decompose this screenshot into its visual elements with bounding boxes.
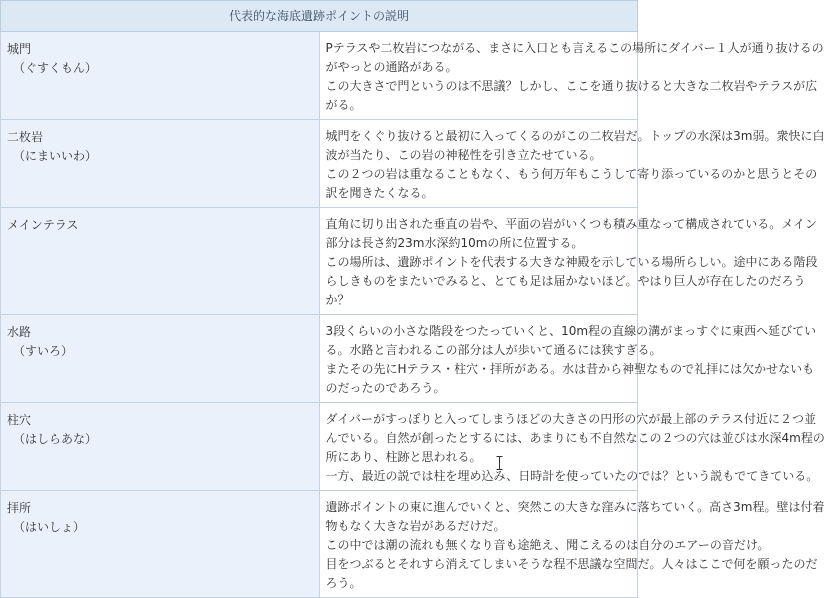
description-line: 一方、最近の説では柱を埋め込み、日時計を使っていたのでは？という説もでてきている。 [325, 469, 819, 483]
description-line: 物もなく大きな岩があるだけだ。 [325, 519, 506, 533]
description-line: んでいる。自然が創ったとするには、あまりにも不自然なこの２つの穴は並びは水深4m程の [325, 431, 825, 445]
description-line: 所にあり、柱跡と思われる。 [325, 450, 482, 464]
description-line: 波が当たり、この岩の神秘性を引き立たせている。 [325, 148, 602, 162]
point-name-cell [1, 208, 320, 315]
description-line: 目をつぶるとそれすら消えてしまいそうな程不思議な空間だ。人々はここで何を願ったのだ [325, 557, 818, 571]
table-row [1, 403, 638, 491]
point-name: 柱穴 [7, 413, 32, 427]
point-reading: （にまいいわ） [13, 149, 98, 163]
description-line: この場所は、遺跡ポイントを代表する大きな神殿を示している場所らしい。途中にある階段 [325, 255, 818, 269]
point-description-cell [319, 403, 825, 491]
table-row [1, 32, 638, 120]
description-line: らしきものをまたいでみると、とても足は届かないほど。やはり巨人が存在したのだろう [325, 274, 806, 288]
point-reading: （ぐすくもん） [13, 61, 98, 75]
description-line: のだったのであろう。 [325, 381, 446, 395]
description-line: またその先にHテラス・柱穴・拝所がある。水は昔から神聖なもので礼拝には欠かせないも [325, 362, 815, 376]
table-row [1, 491, 638, 598]
point-reading: （はいしょ） [13, 520, 86, 534]
description-line: がる。 [325, 98, 362, 112]
point-description-cell [319, 491, 825, 598]
description-line: がやっとの通路がある。 [325, 60, 458, 74]
table-row [1, 315, 638, 403]
description-line: る。水路と言われるこの部分は人が歩いて通るには狭すぎる。 [325, 343, 662, 357]
point-name-cell [1, 403, 320, 491]
point-reading: （すいろ） [13, 344, 74, 358]
description-line: 城門をくぐり抜けると最初に入ってくるのがこの二枚岩だ。トップの水深は3m弱。衆快に白 [325, 129, 825, 143]
table-header: 代表的な海底遺跡ポイントの説明 [1, 1, 638, 32]
description-line: 直角に切り出された垂直の岩や、平面の岩がいくつも積み重なって構成されている。メイン [325, 217, 818, 231]
description-line: ろう。 [325, 576, 362, 590]
description-line: 訳を聞きたくなる。 [325, 186, 434, 200]
point-name: 二枚岩 [7, 130, 44, 144]
point-name-cell [1, 120, 320, 208]
point-description-cell [319, 120, 825, 208]
point-reading: （はしらあな） [13, 432, 98, 446]
point-name-cell [1, 32, 320, 120]
point-name: メインテラス [7, 218, 79, 232]
point-description-cell [319, 32, 824, 120]
point-description-cell [319, 315, 817, 403]
description-line: この大きさで門というのは不思議？しかし、ここを通り抜けると大きな二枚岩やテラスが広 [325, 79, 818, 93]
description-line: Pテラスや二枚岩につながる、まさに入口とも言えるこの場所にダイバー１人が通り抜けるの [325, 41, 824, 55]
description-line: か？ [325, 293, 350, 307]
table-row [1, 120, 638, 208]
point-name: 水路 [7, 325, 32, 339]
description-line: この２つの岩は重なることもなく、もう何万年もこうして寄り添っているのかと思うとその [325, 167, 818, 181]
point-name: 拝所 [7, 501, 32, 515]
description-line: 部分は長さ約23m水深約10mの所に位置する。 [325, 236, 584, 250]
point-name: 城門 [7, 42, 32, 56]
point-description-cell [319, 208, 818, 315]
description-line: この中では潮の流れも無くなり音も途絶え、聞こえるのは自分のエアーの音だけ。 [325, 538, 770, 552]
description-line: ダイバーがすっぽりと入ってしまうほどの大きさの円形の穴が最上部のテラス付近に２つ並 [325, 412, 816, 426]
table-row [1, 208, 638, 315]
point-name-cell [1, 315, 320, 403]
description-line: 3段くらいの小さな階段をつたっていくと、10m程の直線の溝がまっすぐに東西へ延びてい [325, 324, 817, 338]
point-name-cell [1, 491, 320, 598]
description-line: 遺跡ポイントの東に進んでいくと、突然この大きな窪みに落ちていく。高さ3m程。壁は付着 [325, 500, 825, 514]
table-header-row [1, 1, 638, 32]
